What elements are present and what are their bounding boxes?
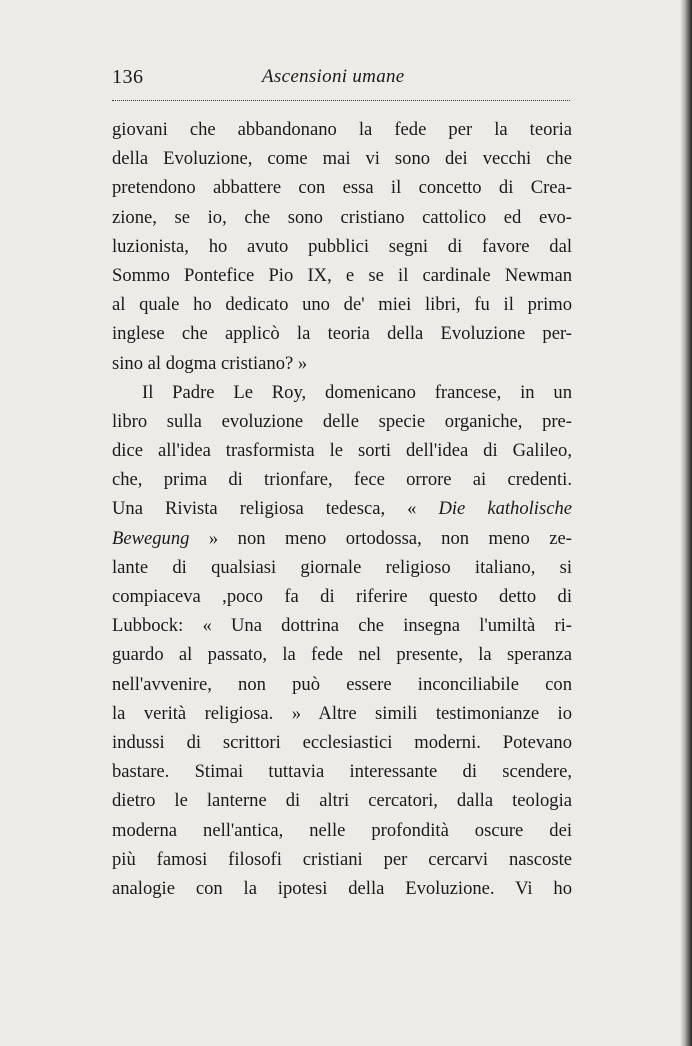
running-title: Ascensioni umane [262, 66, 405, 87]
text-line [112, 494, 572, 523]
text-line: libro sulla evoluzione delle specie organiche, pre- [112, 410, 572, 432]
body-text [112, 115, 572, 903]
text-line: bastare. Stimai tuttavia interessante di scendere, [112, 761, 572, 783]
text-line: giovani che abbandonano la fede per la teoria [112, 119, 572, 140]
text-line: lante di qualsiasi giornale religioso italiano, si [112, 556, 572, 578]
text-line: indussi di scrittori ecclesiastici moderni. Potevano [112, 731, 572, 753]
text-line: della Evoluzione, come mai vi sono dei vecchi che [112, 148, 572, 170]
header-divider [112, 100, 570, 101]
text-line: compiaceva ,poco fa di riferire questo detto di [112, 586, 572, 607]
text-line: inglese che applicò la teoria della Evoluzione per- [112, 323, 572, 345]
page-number: 136 [112, 66, 144, 88]
text-line: Sommo Pontefice Pio IX, e se il cardinale Newman [112, 264, 572, 286]
text-line: luzionista, ho avuto pubblici segni di favore dal [112, 235, 572, 257]
text-line: Il Padre Le Roy, domenicano francese, in un [142, 381, 572, 403]
text-line: moderna nell'antica, nelle profondità oscure dei [112, 819, 572, 841]
italic-title: Bewegung [112, 527, 190, 549]
text-line: che, prima di trionfare, fece orrore ai credenti. [112, 469, 572, 491]
italic-title: Die katholische [438, 498, 572, 520]
text-line: dietro le lanterne di altri cercatori, dalla teologia [112, 790, 572, 812]
text-line: Lubbock: « Una dottrina che insegna l'umiltà ri- [112, 615, 572, 637]
text-line: zione, se io, che sono cristiano cattolico ed evo- [112, 206, 572, 228]
text-line: dice all'idea trasformista le sorti dell'idea di Galileo, [112, 440, 572, 462]
text-segment: » non meno ortodossa, non meno ze- [208, 527, 572, 549]
text-line: guardo al passato, la fede nel presente, la speranza [112, 644, 572, 666]
text-line: la verità religiosa. » Altre simili testimonianze io [112, 702, 572, 724]
page-edge-shadow [680, 0, 692, 1046]
text-line: nell'avvenire, non può essere inconciliabile con [112, 673, 572, 695]
text-line [112, 524, 572, 553]
text-line: analogie con la ipotesi della Evoluzione. Vi ho [112, 877, 572, 899]
text-line: pretendono abbattere con essa il concetto di Crea- [112, 177, 572, 199]
page-header [112, 66, 570, 96]
text-line: sino al dogma cristiano? » [112, 352, 308, 374]
text-segment: Una Rivista religiosa tedesca, « [112, 498, 417, 520]
text-line: più famosi filosofi cristiani per cercarvi nascoste [112, 848, 572, 870]
text-line: al quale ho dedicato uno de' miei libri, fu il primo [112, 294, 572, 316]
